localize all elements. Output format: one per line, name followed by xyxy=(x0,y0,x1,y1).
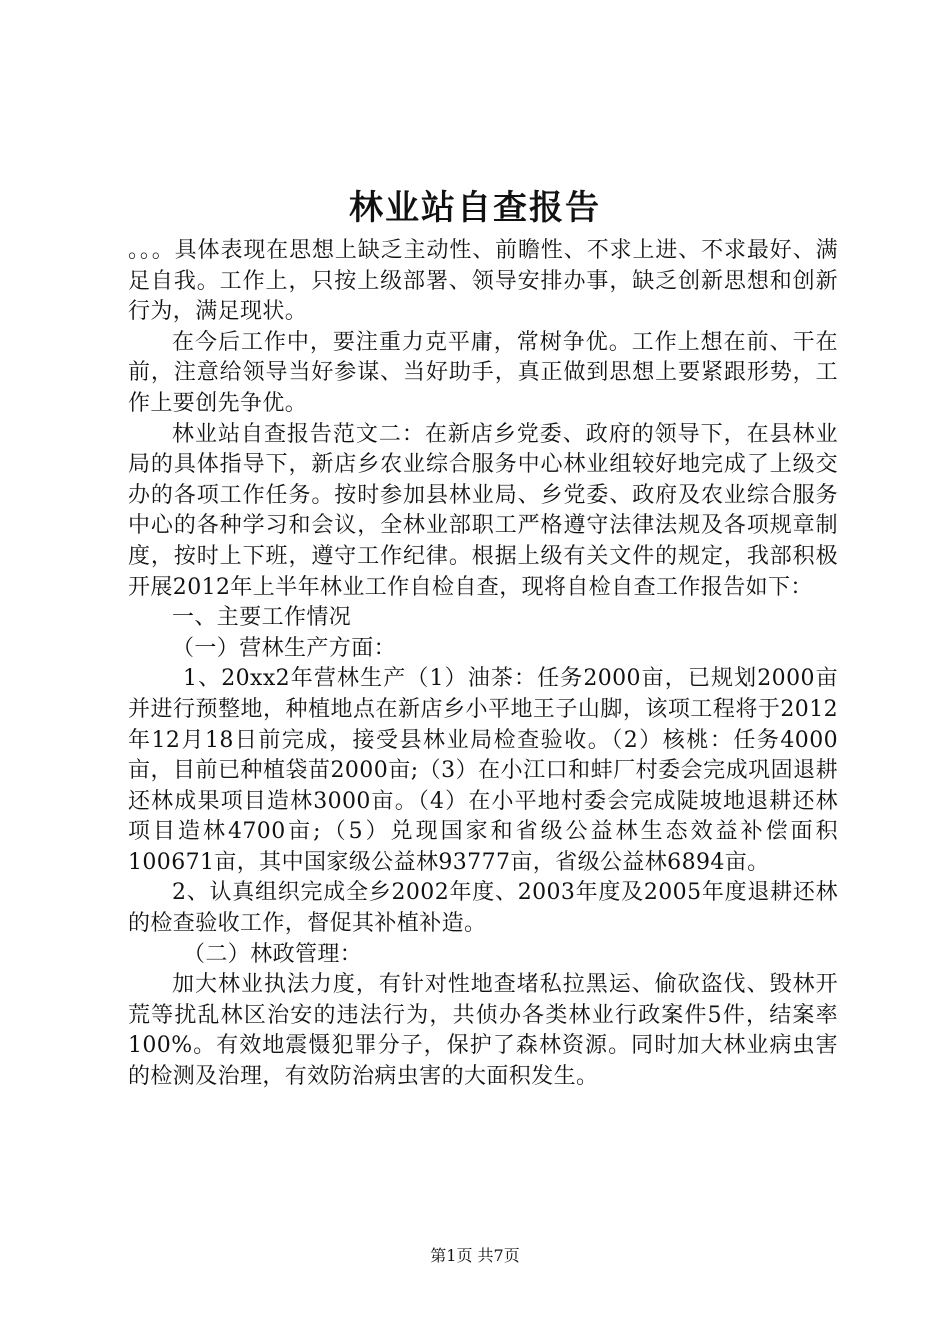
paragraph-5: 2、认真组织完成全乡2002年度、2003年度及2005年度退耕还林的检查验收工作，督促其补植补造。 xyxy=(128,880,838,937)
paragraph-4: 1、20xx2年营林生产（1）油茶：任务2000亩，已规划2000亩并进行预整地，种植地点在新店乡小平地王子山脚，该项工程将于2012年12月18日前完成，接受县林业局检查验收。（2）核桃：任务4000亩，目前已种植袋苗2000亩;（3）在小江口和蚌厂村委会完成巩固退耕还林成果项目造林3000亩。（4）在小平地村委会完成陡坡地退耕还林项目造林4700亩;（5）兑现国家和省级公益林生态效益补偿面积100671亩，其中国家级公益林93777亩，省级公益林6894亩。 xyxy=(128,666,838,875)
page-title: 林业站自查报告 xyxy=(349,188,601,228)
document-body xyxy=(128,236,838,1093)
paragraph-1: 。。。具体表现在思想上缺乏主动性、前瞻性、不求上进、不求最好、满足自我。工作上，只按上级部署、领导安排办事，缺乏创新思想和创新行为，满足现状。 xyxy=(128,238,838,325)
page-footer: 第1页 共7页 xyxy=(430,1246,520,1265)
paragraph-6: 加大林业执法力度，有针对性地查堵私拉黑运、偷砍盗伐、毁林开荒等扰乱林区治安的违法行为，共侦办各类林业行政案件5件，结案率100%。有效地震慑犯罪分子，保护了森林资源。同时加大林业病虫害的检测及治理，有效防治病虫害的大面积发生。 xyxy=(128,972,838,1090)
paragraph-3: 林业站自查报告范文二：在新店乡党委、政府的领导下，在县林业局的具体指导下，新店乡农业综合服务中心林业组较好地完成了上级交办的各项工作任务。按时参加县林业局、乡党委、政府及农业综合服务中心的各种学习和会议，全林业部职工严格遵守法律法规及各项规章制度，按时上下班，遵守工作纪律。根据上级有关文件的规定，我部积极开展2012年上半年林业工作自检自查，现将自检自查工作报告如下： xyxy=(128,421,838,600)
subsection-heading-1: （一）营林生产方面： xyxy=(172,635,397,661)
subsection-heading-2: （二）林政管理： xyxy=(183,941,363,967)
section-heading-1: 一、主要工作情况 xyxy=(172,605,352,631)
paragraph-2: 在今后工作中，要注重力克平庸，常树争优。工作上想在前、干在前，注意给领导当好参谋、当好助手，真正做到思想上要紧跟形势，工作上要创先争优。 xyxy=(128,329,838,416)
